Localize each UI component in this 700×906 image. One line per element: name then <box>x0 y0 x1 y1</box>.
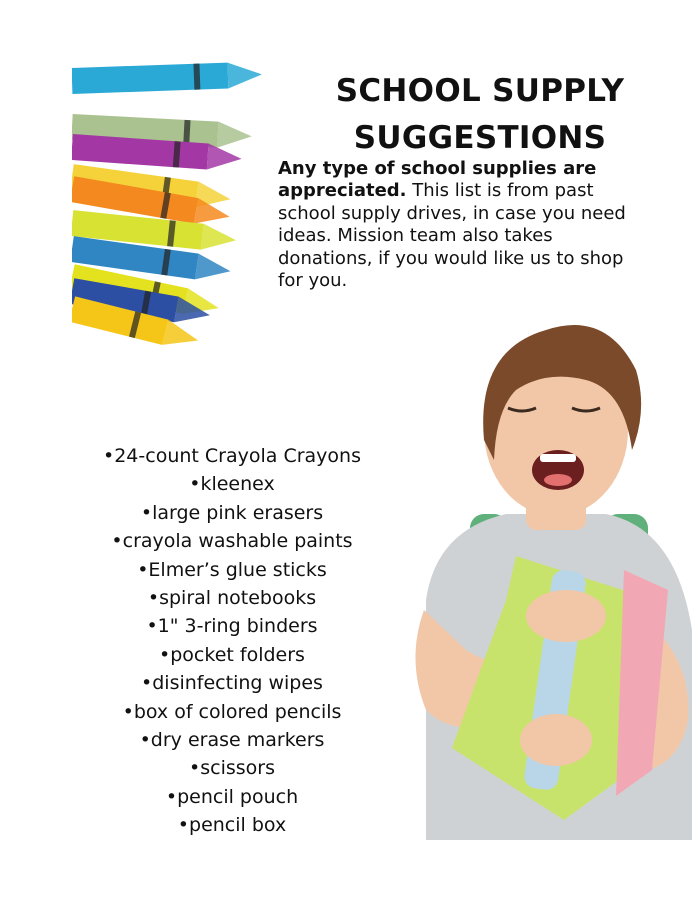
bullet-glyph: • <box>111 530 123 553</box>
supply-list-item <box>92 783 372 811</box>
supply-item-text: Elmer’s glue sticks <box>148 558 327 581</box>
supply-list-item <box>92 811 372 839</box>
title-line-2: SUGGESTIONS <box>353 120 607 156</box>
page-title <box>320 68 640 162</box>
supply-list-item <box>92 612 372 640</box>
child-hand-top <box>526 590 606 642</box>
supply-list-item <box>92 556 372 584</box>
supply-item-text: pocket folders <box>170 643 305 666</box>
supply-item-text: 24-count Crayola Crayons <box>114 445 361 467</box>
bullet-glyph: • <box>140 501 153 524</box>
bullet-glyph: • <box>146 615 158 638</box>
supply-item-text: large pink erasers <box>152 501 324 524</box>
supply-list-item <box>92 726 372 754</box>
crayon <box>72 61 262 94</box>
supply-item-text: disinfecting wipes <box>152 672 323 695</box>
supply-list-item <box>92 442 372 470</box>
child-tongue <box>544 474 572 486</box>
supply-item-text: pencil box <box>189 814 287 837</box>
supply-item-text: scissors <box>200 757 275 780</box>
supply-list-item <box>92 527 372 555</box>
supply-list-item <box>92 584 372 612</box>
supply-item-text: kleenex <box>200 473 275 496</box>
crayons-illustration <box>72 60 277 360</box>
bullet-glyph: • <box>189 757 201 780</box>
supply-list-item <box>92 698 372 726</box>
bullet-glyph: • <box>147 587 160 610</box>
supply-list-item <box>92 499 372 527</box>
supply-list-item <box>92 470 372 498</box>
supply-list <box>92 442 372 840</box>
intro-bold-text: Any type of school supplies are appreciated. <box>278 158 597 202</box>
bullet-glyph: • <box>165 785 178 808</box>
supply-item-text: spiral notebooks <box>159 587 317 610</box>
supply-list-item <box>92 641 372 669</box>
bullet-glyph: • <box>122 700 134 723</box>
bullet-glyph: • <box>141 672 153 695</box>
supply-item-text: pencil pouch <box>177 785 299 808</box>
child-with-backpack-photo <box>396 300 700 840</box>
bullet-glyph: • <box>189 473 201 496</box>
child-teeth <box>540 454 576 462</box>
supply-list-item <box>92 669 372 697</box>
supply-item-text: box of colored pencils <box>133 700 342 723</box>
supply-item-text: crayola washable paints <box>122 530 353 553</box>
intro-paragraph <box>278 158 628 292</box>
supply-item-text: dry erase markers <box>150 729 325 752</box>
supply-item-text: 1" 3-ring binders <box>157 615 318 638</box>
bullet-glyph: • <box>137 558 149 581</box>
intro-body-text: This list is from past school supply drives, in case you need ideas. Mission team also takes donations, if you would like us to shop for you. <box>278 180 626 292</box>
bullet-glyph: • <box>159 643 171 666</box>
supply-list-item <box>92 754 372 782</box>
bullet-glyph: • <box>177 814 190 837</box>
child-hand-bottom <box>520 714 592 766</box>
title-line-1: SCHOOL SUPPLY <box>335 73 625 109</box>
bullet-glyph: • <box>139 729 151 752</box>
bullet-glyph: • <box>103 445 115 467</box>
